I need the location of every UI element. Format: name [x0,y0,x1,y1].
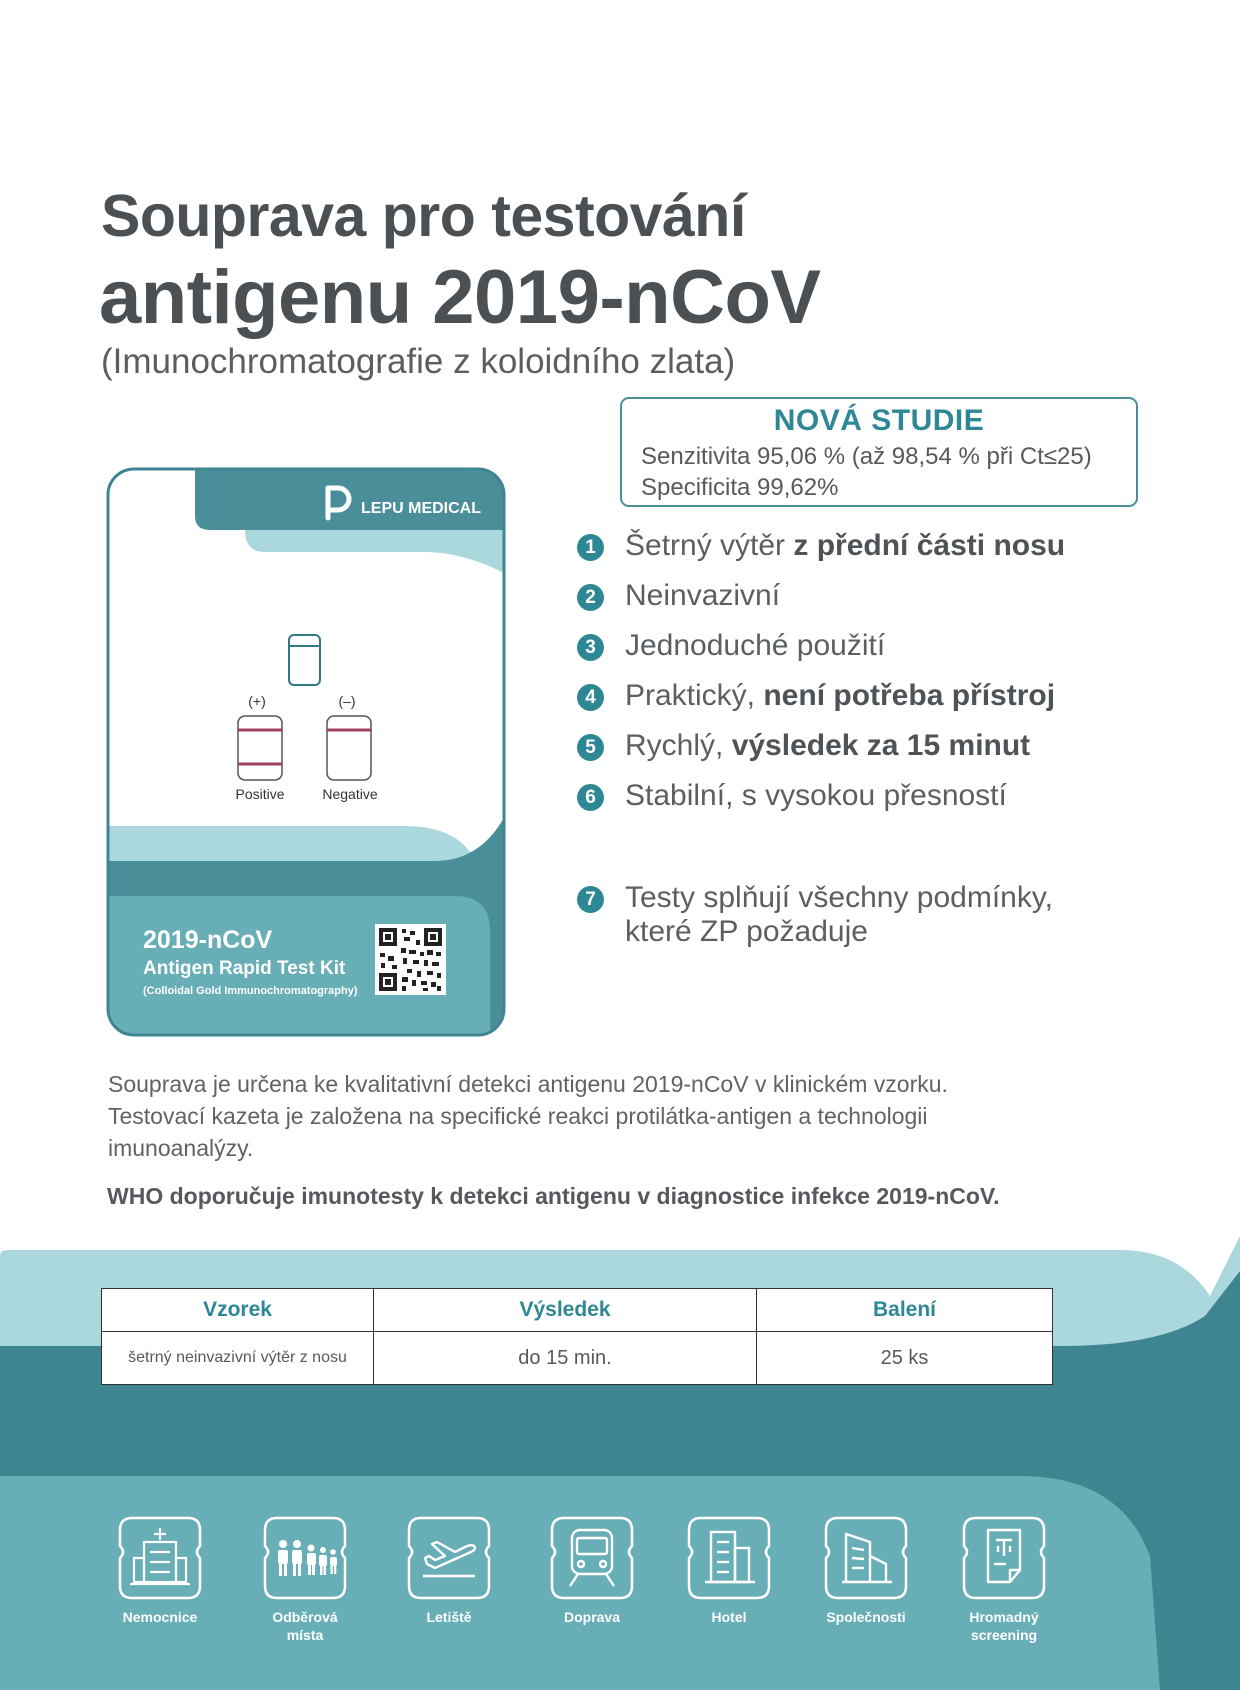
feature-number-icon: 1 [577,534,604,561]
product-name: 2019-nCoV [143,926,273,954]
feature-number-icon: 7 [577,886,604,913]
feature-number-icon: 2 [577,584,604,611]
who-recommendation: WHO doporučuje imunotesty k detekci antigenu v diagnostice infekce 2019-nCoV. [107,1183,1000,1209]
page-title-line2: antigenu 2019-nCoV [99,255,821,340]
table-row [102,1332,1053,1385]
feature-text-line2: které ZP požaduje [625,915,868,948]
description-line2: Testovací kazeta je založena na specifické reakci protilátka-antigen a technologii [108,1103,928,1129]
feature-bold: výsledek za 15 minut [731,729,1031,762]
table-cell-package: 25 ks [757,1332,1053,1385]
study-heading: NOVÁ STUDIE [773,404,985,437]
feature-bold: není potřeba přístroj [763,679,1056,712]
table-cell-sample: šetrný neinvazivní výtěr z nosu [102,1332,374,1385]
positive-mark: (+) [248,693,266,709]
feature-number-icon: 3 [577,634,604,661]
usecase-label: Hromadný screening [969,1609,1039,1643]
airplane-icon [403,1512,495,1604]
train-icon [546,1512,638,1604]
usecase-transport [546,1512,638,1625]
feature-text: Jednoduché použití [625,629,886,662]
document-icon [958,1512,1050,1604]
negative-label: Negative [322,786,378,802]
usecase-label: Hotel [711,1609,747,1625]
feature-bold: z přední části nosu [793,529,1066,562]
feature-text: Rychlý, [625,729,732,762]
usecase-testing-sites [259,1512,351,1643]
table-cell-result: do 15 min. [374,1332,757,1385]
product-kit: Antigen Rapid Test Kit [143,958,346,979]
usecase-airport [403,1512,495,1625]
description-line1: Souprava je určena ke kvalitativní detekci antigenu 2019-nCoV v klinickém vzorku. [108,1071,948,1097]
office-building-icon [820,1512,912,1604]
usecase-label: Nemocnice [122,1609,198,1625]
feature-text: Stabilní, s vysokou přesností [625,779,1007,812]
page-subtitle: (Imunochromatografie z koloidního zlata) [101,342,736,381]
feature-text: Testy splňují všechny podmínky, [625,881,1053,914]
hospital-icon [114,1512,206,1604]
usecase-label: Odběrová místa [272,1609,338,1643]
positive-label: Positive [235,786,285,802]
table-header-result: Výsledek [374,1289,757,1332]
feature-text: Šetrný výtěr [625,529,794,562]
description-line3: imunoanalýzy. [108,1135,254,1161]
people-icon [259,1512,351,1604]
brand-name: LEPU MEDICAL [361,500,481,517]
study-sensitivity: Senzitivita 95,06 % (až 98,54 % při Ct≤25) [641,443,1092,470]
product-box-illustration [105,466,510,1041]
table-header-package: Balení [757,1289,1053,1332]
qr-code-icon [375,924,446,995]
feature-text: Neinvazivní [625,579,781,612]
study-box [620,397,1138,507]
usecase-label: Společnosti [826,1609,906,1625]
feature-number-icon: 6 [577,784,604,811]
usecase-hospital [114,1512,206,1625]
feature-number-icon: 4 [577,684,604,711]
table-header-row [102,1289,1053,1332]
negative-mark: (–) [338,693,356,709]
study-specificity: Specificita 99,62% [641,474,839,501]
usecase-hotel [683,1512,775,1625]
usecase-label: Doprava [563,1609,621,1625]
usecase-mass-screening [958,1512,1050,1643]
spec-table [101,1288,1053,1385]
usecase-label: Letiště [426,1609,472,1625]
usecase-companies [820,1512,912,1625]
hotel-icon [683,1512,775,1604]
product-method: (Colloidal Gold Immunochromatography) [143,985,358,997]
page-title-line1: Souprava pro testování [101,183,746,249]
feature-number-icon: 5 [577,734,604,761]
feature-text: Praktický, [625,679,764,712]
table-header-sample: Vzorek [102,1289,374,1332]
